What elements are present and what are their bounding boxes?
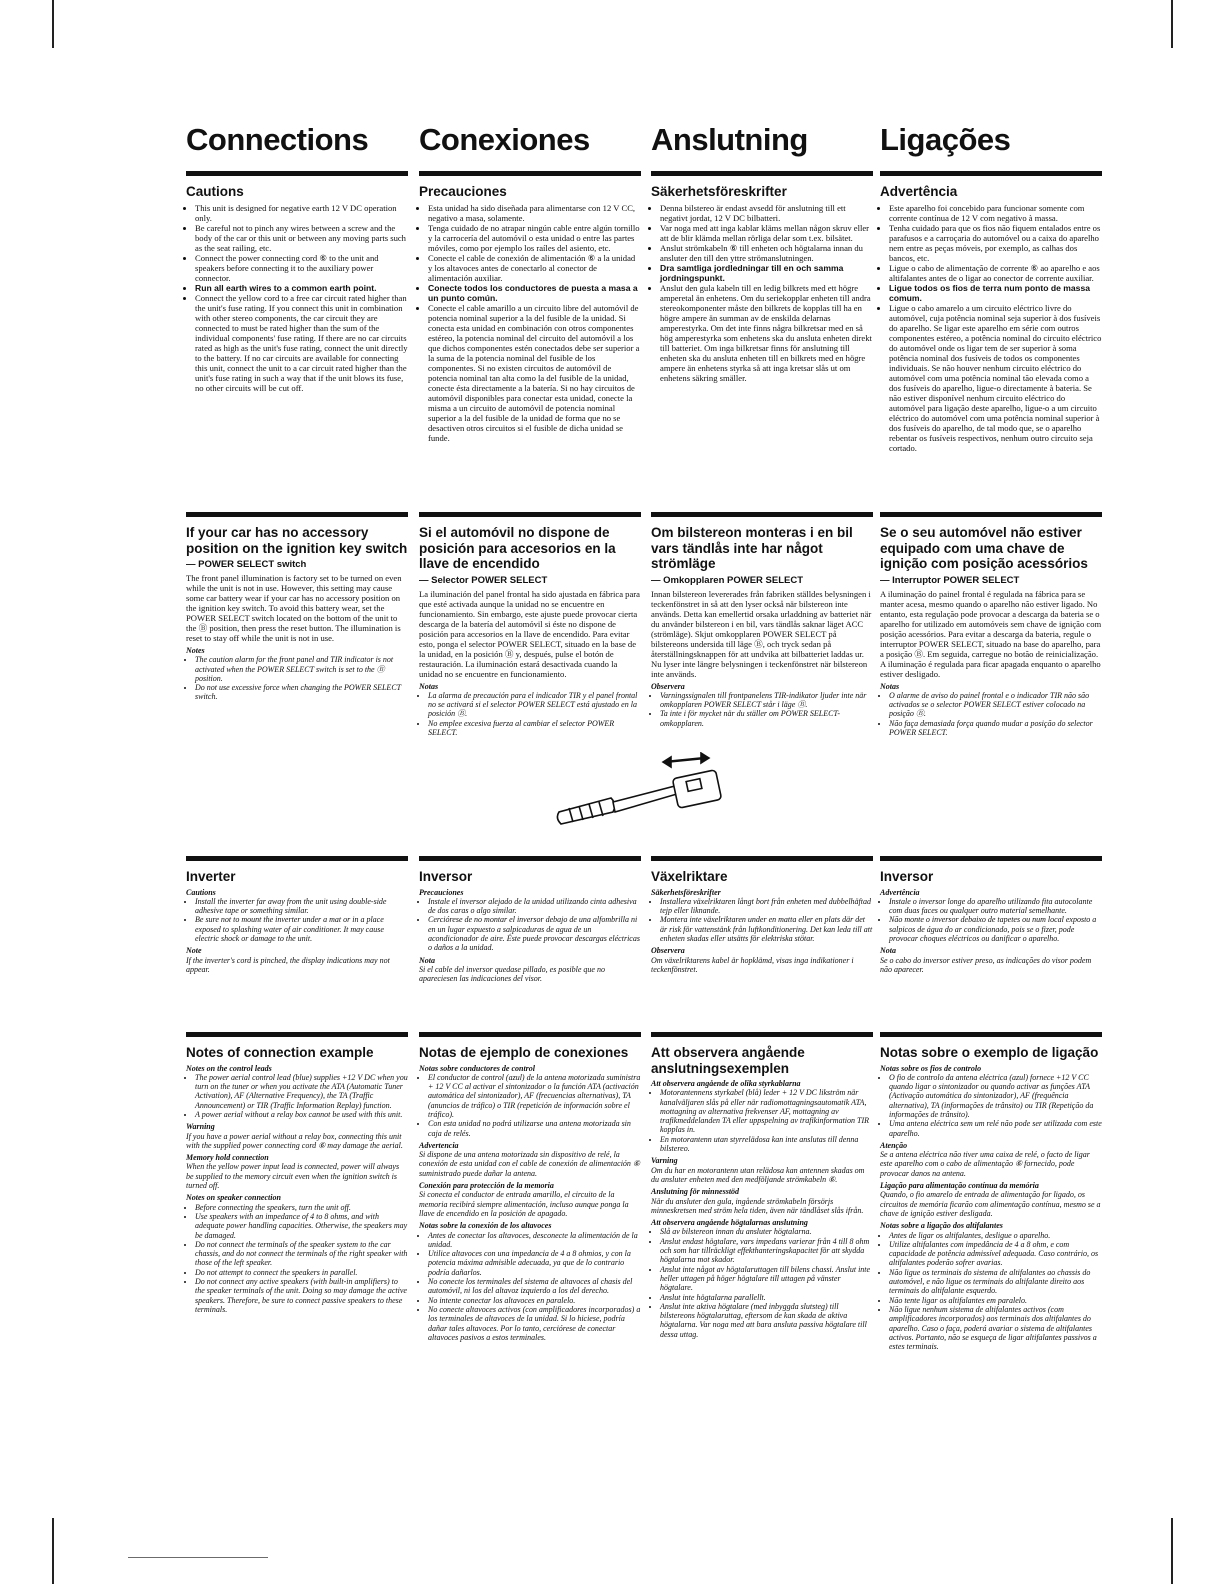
block-text: Si conecta el conductor de entrada amarillo, el circuito de la memoria recibirá siempre alimentación, incluso aunque ponga la llave de encendido en la posición de apagado. [419,1190,629,1218]
notes-label: Notes [186,646,205,655]
list-item: • Run all earth wires to a common earth point. [195,283,408,293]
list-item: • Anslut den gula kabeln till en ledig bilkrets med ett högre amperetal än enhetens. Om du seriekopplar enheten till andra stereokomponenter måste den bilkrets de kopplas till ha en högre ampere än summan av de enskilda delarnas amperestyrka. Om det inte finns några bilkretsar med en så hög amperestyrka som enhetens ska du ansluta enheten direkt till batteriet. Om inga bilkretsar finns för anslutning till enheten ska du ansluta enheten till en bilkrets med en högre ampere än enhetens styrka så att inga kretsar slås ut om enhetens säkring smäller. [660,283,873,383]
list-item: • Anslut endast högtalare, vars impedans varierar från 4 till 8 ohm och som har tillräckligt effekthanteringskapacitet för att skydda högtalarna mot skador. [660,1237,873,1265]
list-item: • Con esta unidad no podrá utilizarse una antena motorizada sin caja de relés. [428,1119,641,1138]
list-item: • Ligue todos os fios de terra num ponto de massa comum. [889,283,1102,303]
list-item: • Denna bilstereo är endast avsedd för anslutning till ett negativt jordat, 12 V DC bilbatteri. [660,203,873,223]
list-item: • The power aerial control lead (blue) supplies +12 V DC when you turn on the tuner or when you activate the ATA (Automatic Tuner Activation), AF (Alternative Frequency), the TA (Traffic Announcement) or TIR (Traffic Information Replay) function. [195,1073,408,1110]
block-label: Warning [186,1122,215,1132]
list-item: • Cerciórese de no montar el inversor debajo de una alfombrilla ni en un lugar expuesto a salpicaduras de agua de un acondicionador de aire. Éste puede provocar descargas eléctricas o daños a la unidad. [428,915,641,952]
list-item: • Use speakers with an impedance of 4 to 8 ohms, and with adequate power handling capacities. Otherwise, the speakers may be damaged. [195,1212,408,1240]
section-body: The front panel illumination is factory set to be turned on even while the unit is not in use. However, this setting may cause some car battery wear if your car has no accessory position on the ignition key switch. To avoid this battery wear, set the POWER SELECT switch located on the bottom of the unit to the Ⓑ position, then press the reset button. The illumination is reset to stay off while the unit is not in use. [186,573,402,643]
inverter-section-pt [880,856,1102,974]
section-heading: Notas de ejemplo de conexiones [419,1045,629,1060]
section-heading: Si el automóvil no dispone de posición para accesorios en la llave de encendido [419,525,616,571]
list-item: • Montera inte växelriktaren under en matta eller en plats där det är risk för vattenstänk från luftkonditionering. Det kan leda till att enheten skadas eller utsätts för elektriska stötar. [660,915,873,943]
cautions-section-sv [651,171,873,383]
section-subheading: — Omkopplaren POWER SELECT [651,574,804,586]
screwdriver-illustration [555,752,731,842]
section-rule [651,856,873,861]
list-item: • This unit is designed for negative earth 12 V DC operation only. [195,203,408,223]
section-rule [186,856,408,861]
page-underline [128,1557,268,1558]
section-subheading: — POWER SELECT switch [186,559,307,570]
note-text: Om växelriktarens kabel är hopklämd, visas inga indikationer i teckenfönstret. [651,955,854,974]
crop-mark-bottom-left [52,1518,54,1584]
cautions-section-es [419,171,641,443]
block-label: Conexión para protección de la memoria [419,1181,554,1191]
note-label: Nota [880,946,896,956]
block-label: Notas sobre os fios de controlo [880,1063,982,1073]
section-heading: Inverter [186,869,236,884]
block-label: Notas sobre a ligação dos altifalantes [880,1221,1003,1231]
section-heading: Notas sobre o exemplo de ligação [880,1045,1099,1060]
block-label: Memory hold connection [186,1153,269,1163]
notes-label: Notas [880,681,900,691]
list-item: • Conecte el cable de conexión de alimentación ⑥ a la unidad y los altavoces antes de conectarlo al conector de alimentación auxiliar. [428,253,641,283]
power-select-section-es [419,512,641,737]
section-rule [186,171,408,176]
crop-mark-top-left [52,0,54,48]
section-heading: Se o seu automóvel não estiver equipado com uma chave de ignição com posição acessórios [880,525,1088,571]
note-item: • Ta inte i för mycket när du ställer om POWER SELECT-omkopplaren. [660,709,873,728]
list-item: • Slå av bilstereon innan du ansluter högtalarna. [660,1227,873,1236]
list-item: • Anslut inte högtalarna parallellt. [660,1293,873,1302]
connection-notes-section-en [186,1032,408,1314]
note-item: • La alarma de precaución para el indicador TIR y el panel frontal no se activará si el selector POWER SELECT está ajustado en la posición Ⓑ. [428,691,641,719]
list-item: • En motorantenn utan styrrelädosa kan inte anslutas till denna bilstereo. [660,1135,873,1154]
section-heading: Om bilstereon monteras i en bil vars tändlås inte har något strömläge [651,525,853,571]
block-label: Att observera angående högtalarnas anslutning [651,1218,808,1228]
section-heading: Säkerhetsföreskrifter [651,184,787,199]
list-item: • Install the inverter far away from the unit using double-side adhesive tape or something similar. [195,897,408,916]
section-heading: Precauciones [419,184,507,199]
list-item: • Não ligue nenhum sistema de altifalantes activos (com amplificadores incorporados) aos terminais dos altifalantes do aparelho. Caso o faça, poderá avariar o sistema de altifalantes activos. Portanto, não se esqueça de ligar altifalantes passivos a estes terminais. [889,1305,1102,1351]
section-heading: Notes of connection example [186,1045,374,1060]
section-rule [419,1032,641,1037]
power-select-section-sv [651,512,873,728]
connection-notes-section-sv [651,1032,873,1339]
power-select-section-pt [880,512,1102,737]
list-item: • Ligue o cabo amarelo a um circuito eléctrico livre do automóvel, cuja potência nominal seja superior à dos fusíveis do aparelho. Se ligar este aparelho em série com outros componentes estéreo, a potência nominal do circuito eléctrico do automóvel onde os ligar tem de ser superior à soma potência nominal dos fusíveis de todos os componentes individuais. Se não houver nenhum circuito eléctrico do automóvel com uma potência nominal tão elevada como a dos fusíveis do aparelho, ligue-o directamente à bateria. Se não estiver disponível nenhum circuito eléctrico do automóvel para ligação deste aparelho, ligue-o a um circuito eléctrico do automóvel com uma potência nominal superior à dos fusíveis do aparelho, de tal modo que, se o aparelho rebentar os fusíveis respectivos, nenhum outro circuito seja cortado. [889,303,1102,453]
power-select-section-en [186,512,408,702]
list-item: • Instale el inversor alejado de la unidad utilizando cinta adhesiva de dos caras o algo similar. [428,897,641,916]
section-rule [419,171,641,176]
block-text: Quando, o fio amarelo de entrada de alimentação for ligado, os circuitos de memória ficarão com alimentação contínua, mesmo se a chave de ignição estiver desligada. [880,1190,1101,1218]
list-item: • Do not connect the terminals of the speaker system to the car chassis, and do not connect the terminals of the right speaker with those of the left speaker. [195,1240,408,1268]
note-text: Si el cable del inversor quedase pillado, es posible que no apareciesen las indicaciones del visor. [419,964,605,984]
title-swedish: Anslutning [651,122,808,157]
list-item: • Tenga cuidado de no atrapar ningún cable entre algún tornillo y la carrocería del automóvil o esta unidad o entre las partes móviles, como por ejemplo los raíles del asiento, etc. [428,223,641,253]
title-portuguese: Ligações [880,122,1011,157]
connection-notes-section-pt [880,1032,1102,1351]
section-heading: Inversor [419,869,473,884]
list-item: • Conecte todos los conductores de puesta a masa a un punto común. [428,283,641,303]
list-item: • Anslut strömkabeln ⑥ till enheten och högtalarna innan du ansluter den till den yttre strömanslutningen. [660,243,873,263]
list-item: • No intente conectar los altavoces en paralelo. [428,1296,641,1305]
list-item: • Não tente ligar os altifalantes em paralelo. [889,1296,1102,1305]
inverter-section-sv [651,856,873,974]
note-item: • Não faça demasiada força quando mudar a posição do selector POWER SELECT. [889,719,1102,738]
list-item: • Este aparelho foi concebido para funcionar somente com corrente contínua de 12 V com negativo à massa. [889,203,1102,223]
block-label: Ligação para alimentação contínua da memória [880,1181,1039,1191]
section-rule [880,171,1102,176]
section-heading: Att observera angående anslutningsexemplen [651,1045,805,1076]
list-item: • Connect the power connecting cord ⑥ to the unit and speakers before connecting it to the auxiliary power connector. [195,253,408,283]
note-item: • Do not use excessive force when changing the POWER SELECT switch. [195,683,408,702]
list-item: • Motorantennens styrkabel (blå) leder + 12 V DC likström när kanalväljaren slås på eller när radiomottagningsautomatik ATA, mottagning av alternativa frekvenser AF, mottagning av trafikmeddelanden TA eller uppspelning av trafikinformation TIR kopplas in. [660,1088,873,1134]
list-item: • Conecte el cable amarillo a un circuito libre del automóvil de potencia nominal superior a la del fusible de la unidad. Si conecta esta unidad en combinación con otros componentes estéreo, la potencia nominal del circuito del automóvil a los que dichos componentes estén conectados debe ser superior a la suma de la potencia nominal del fusible de los componentes. Si no existen circuitos de automóvil de potencia nominal tan alta como la del fusible de la unidad, conecte ésta directamente a la batería. Si no hay circuitos de automóvil disponibles para conectar esta unidad, conecte la misma a un circuito de automóvil de potencia nominal superior a la del fusible de la unidad de forma que no se desactiven otros circuitos si el fusible de dicha unidad se funde. [428,303,641,443]
list-item: • Tenha cuidado para que os fios não fiquem entalados entre os parafusos e a carroçaria do automóvel ou a caixa do aparelho nem entre as peças móveis, por exemplo, as calhas dos bancos, etc. [889,223,1102,263]
title-spanish: Conexiones [419,122,590,157]
list-item: • Utilice altavoces con una impedancia de 4 a 8 ohmios, y con la potencia máxima admisible adecuada, ya que de lo contrario podría dañarlos. [428,1249,641,1277]
section-heading: Inversor [880,869,934,884]
section-body: A iluminação do painel frontal é regulada na fábrica para se manter acesa, mesmo quando o aparelho não estiver ligado. No entanto, esta regulação pode provocar a descarga da bateria se o aparelho for utilizado em automóveis sem chave de ignição com posição acessórios. Para evitar a descarga da bateria, regule o interruptor POWER SELECT, situado na base do aparelho, para a posição Ⓑ. Em seguida, carregue no botão de reinicialização. A iluminação é regulada para ficar apagada enquanto o aparelho estiver desligado. [880,588,1102,679]
section-rule [651,171,873,176]
block-label: Notes on speaker connection [186,1193,281,1203]
caution-label: Säkerhetsföreskrifter [651,887,721,897]
list-item: • Anslut inte aktiva högtalare (med inbyggda slutsteg) till bilstereons högtalaruttag, eftersom de kan skada de aktiva högtalarna. Var noga med att bara ansluta passiva högtalare till dessa uttag. [660,1302,873,1339]
caution-label: Cautions [186,887,216,897]
block-label: Att observera angående de olika styrkablarna [651,1079,801,1088]
block-text: Si dispone de una antena motorizada sin dispositivo de relé, la conexión de esta unidad con el cable de conexión de alimentación ⑥ suministrado puede dañar la antena. [419,1150,641,1178]
section-rule [419,512,641,517]
block-label: Notes on the control leads [186,1063,272,1073]
section-rule [186,1032,408,1037]
caution-label: Precauciones [419,887,464,897]
list-item: • No conecte los terminales del sistema de altavoces al chasis del automóvil, ni los del altavoz izquierdo a los del derecho. [428,1277,641,1296]
list-item: • Connect the yellow cord to a free car circuit rated higher than the unit's fuse rating. If you connect this unit in combination with other stereo components, the car circuit they are connected to must be rated higher than the sum of the individual components' fuse rating. If there are no car circuits rated as high as the unit's fuse rating, connect the unit directly to the battery. If no car circuits are available for connecting this unit, connect the unit to a car circuit rated higher than the unit's fuse rating in such a way that if the unit blows its fuse, no other circuits will be cut off. [195,293,408,393]
list-item: • Ligue o cabo de alimentação de corrente ⑥ ao aparelho e aos altifalantes antes de o ligar ao conector de corrente auxiliar. [889,263,1102,283]
section-rule [880,512,1102,517]
list-item: • El conductor de control (azul) de la antena motorizada suministra + 12 V CC al activar el sintonizador o la función ATA (activación automática del sintonizador), AF (frecuencias alternativas), TA (anuncios de tráfico) o TIR (repetición de información sobre el tráfico). [428,1073,641,1119]
list-item: • Antes de conectar los altavoces, desconecte la alimentación de la unidad. [428,1231,641,1250]
section-subheading: — Interruptor POWER SELECT [880,574,1020,586]
list-item: • Be sure not to mount the inverter under a mat or in a place exposed to splashing water of air conditioner. It may cause electric shock or damage to the unit. [195,915,408,943]
section-rule [651,1032,873,1037]
note-label: Observera [651,946,685,956]
list-item: • Não ligue os terminais do sistema de altifalantes ao chassis do automóvel, e não ligue os terminais do altifalante direito aos terminais do altifalante esquerdo. [889,1268,1102,1296]
connection-notes-section-es [419,1032,641,1342]
section-rule [651,512,873,517]
caution-label: Advertência [880,887,920,897]
list-item: • Before connecting the speakers, turn the unit off. [195,1203,408,1212]
list-item: • Dra samtliga jordledningar till en och samma jordningspunkt. [660,263,873,283]
note-label: Note [186,946,202,956]
notes-label: Notas [419,681,439,691]
note-item: • Varningssignalen till frontpanelens TIR-indikator ljuder inte när omkopplaren POWER SELECT står i läge Ⓑ. [660,691,873,710]
list-item: • Be careful not to pinch any wires between a screw and the body of the car or this unit or between any moving parts such as the seat railing, etc. [195,223,408,253]
note-item: • The caution alarm for the front panel and TIR indicator is not activated when the POWER SELECT switch is set to the Ⓑ position. [195,655,408,683]
section-subheading: — Selector POWER SELECT [419,574,548,586]
section-heading: If your car has no accessory position on the ignition key switch [186,525,408,556]
list-item: • Instale o inversor longe do aparelho utilizando fita autocolante com duas faces ou qualquer outro material semelhante. [889,897,1102,916]
list-item: • Do not connect any active speakers (with built-in amplifiers) to the speaker terminals of the unit. Doing so may damage the active speakers. Therefore, be sure to connect passive speakers to these terminals. [195,1277,408,1314]
crop-mark-bottom-right [1171,1518,1173,1584]
section-heading: Cautions [186,184,244,199]
inverter-section-es [419,856,641,983]
section-rule [880,856,1102,861]
list-item: • Utilize altifalantes com impedância de 4 a 8 ohm, e com capacidade de potência admissível adequada. Caso contrário, os altifalantes poderão sofrer avarias. [889,1240,1102,1268]
list-item: • Var noga med att inga kablar kläms mellan någon skruv eller att de blir klämda mellan rörliga delar som t.ex. bilsätet. [660,223,873,243]
section-rule [419,856,641,861]
block-label: Anslutning för minnesstöd [651,1187,740,1197]
cautions-section-en [186,171,408,393]
list-item: • A power aerial without a relay box cannot be used with this unit. [195,1110,408,1119]
block-text: När du ansluter den gula, ingående strömkabeln försörjs minneskretsen med ström hela tiden, även när tändlåset slås ifrån. [651,1196,864,1215]
block-label: Atenção [880,1140,908,1150]
list-item: • Uma antena eléctrica sem um relé não pode ser utilizada com este aparelho. [889,1119,1102,1138]
list-item: • Esta unidad ha sido diseñada para alimentarse con 12 V CC, negativo a masa, solamente. [428,203,641,223]
crop-mark-top-right [1171,0,1173,48]
list-item: • No conecte altavoces activos (con amplificadores incorporados) a los terminales de altavoces de la unidad. Si lo hiciese, podría dañar tales altavoces. Por lo tanto, cerciórese de conectar altavoces pasivos a estos terminales. [428,1305,641,1342]
block-label: Notas sobre conductores de control [419,1063,535,1073]
note-item: • O alarme de aviso do painel frontal e o indicador TIR não são activados se o selector POWER SELECT estiver colocado na posição Ⓑ. [889,691,1102,719]
block-label: Notas sobre la conexión de los altavoces [419,1221,552,1231]
section-body: La iluminación del panel frontal ha sido ajustada en fábrica para que esté activada aunque la unidad no se encuentre en funcionamiento. Sin embargo, este ajuste puede provocar cierta descarga de la batería del automóvil si éste no dispone de posición para accesorios en la llave de encendido. Para evitar esto, ponga el selector POWER SELECT, situado en la base de la unidad, en la posición Ⓑ y, después, pulse el botón de restauración. La iluminación estará desactivada cuando la unidad no se encuentre en funcionamiento. [419,588,640,679]
list-item: • Não monte o inversor debaixo de tapetes ou num local exposto a salpicos de água do ar condicionado, pois se o fizer, pode provocar choques eléctricos ou danificar o aparelho. [889,915,1102,943]
block-label: Varning [651,1156,678,1166]
note-label: Nota [419,955,435,965]
section-heading: Advertência [880,184,958,199]
list-item: • Do not attempt to connect the speakers in parallel. [195,1268,408,1277]
block-text: When the yellow power input lead is connected, power will always be supplied to the memory circuit even when the ignition switch is turned off. [186,1162,400,1191]
list-item: • Installera växelriktaren långt bort från enheten med dubbelhäftad tejp eller liknande. [660,897,873,916]
list-item: • Antes de ligar os altifalantes, desligue o aparelho. [889,1231,1102,1240]
note-text: If the inverter's cord is pinched, the display indications may not appear. [186,955,390,974]
note-text: Se o cabo do inversor estiver preso, as indicações do visor podem não aparecer. [880,955,1092,974]
list-item: • Anslut inte något av högtalaruttagen till bilens chassi. Anslut inte heller uttagen på höger högtalare till uttagen på vänster högtalare. [660,1265,873,1293]
block-text: Se a antena eléctrica não tiver uma caixa de relé, o facto de ligar este aparelho com o cabo de alimentação ⑥ fornecido, pode provocar danos na antena. [880,1150,1090,1178]
section-rule [880,1032,1102,1037]
list-item: • O fio de controlo da antena eléctrica (azul) fornece +12 V CC quando ligar o sintonizador ou quando activar as funções ATA (Activação automática do sintonizador), AF (frequência alternativa), TA (informações de trânsito) ou TIR (Repetição da informações de trânsito). [889,1073,1102,1119]
inverter-section-en [186,856,408,974]
section-rule [186,512,408,517]
note-item: • No emplee excesiva fuerza al cambiar el selector POWER SELECT. [428,719,641,738]
notes-label: Observera [651,681,685,691]
section-heading: Växelriktare [651,869,728,884]
section-body: Innan bilstereon levererades från fabriken ställdes belysningen i teckenfönstret in så att den lyser också när bilstereon inte används. Detta kan emellertid orsaka urladdning av batteriet när du använder bilstereon i en bil, vars tändlås saknar läget ACC (strömläge). Skjut omkopplaren POWER SELECT på bilstereons undersida till läge Ⓑ, och tryck sedan på återställningsknappen för att undvika att bilbatteriet laddas ur. Nu lyser inte längre belysningen i teckenfönstret när bilstereon inte används. [651,588,872,679]
cautions-section-pt [880,171,1102,453]
title-english: Connections [186,122,369,157]
block-text: Om du har en motorantenn utan relädosa kan antennen skadas om du ansluter enheten med den medföljande strömkabeln ⑥. [651,1165,865,1184]
block-text: If you have a power aerial without a relay box, connecting this unit with the supplied power connecting cord ⑥ may damage the aerial. [186,1131,403,1150]
block-label: Advertencia [419,1140,459,1150]
